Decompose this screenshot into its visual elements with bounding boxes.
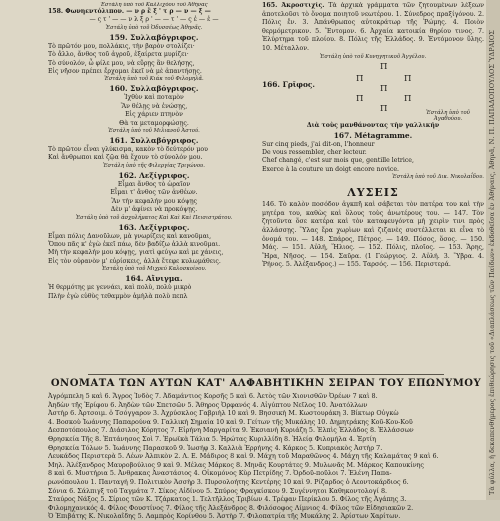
index-line: Ἀστὴρ 6. Ἀρτσοιμ. ὁ Τσόγγαρον 3. Ἀχρύσκλος Γαβριὴλ 10 καὶ 9. Βησσικὴ Μ. Κωστουράκη 3. Βίκτωρ Οὐγκὼ: [48, 409, 399, 418]
left-column: [48, 2, 260, 301]
index-line: Ἀγρόμπελη 5 καὶ 6. Ἄγρος Ἰνδὸς 7. Ἀδαμάντιος Κορσῆς 5 καὶ 6. Ἀετὸς τῶν Χιονισθῶν Ὀρέων 7 καὶ 8.: [48, 392, 378, 400]
verse-line: Εἶμαι ἄνθος τὸ ὡραῖον: [117, 180, 191, 188]
diagram-letter: Π: [380, 61, 388, 72]
divider: [88, 374, 444, 375]
verse-line: Εἰς τὸν οὐρανὸν μ' εὑρίσκεις, ἀλλὰ ἔτεφε κυλωμάθεις.: [48, 257, 221, 265]
rebus-diagram: [262, 60, 484, 122]
puzzle-title-165: 165. Ἀκροστιχίς.: [262, 2, 325, 9]
signature: Ἐστάλη ὑπὸ τοῦ Κυνηγητικοῦ Ἀγγέλου.: [319, 53, 427, 60]
signature: Ἐστάλη ὑπὸ τῆς Φιλεργίας Τριγώνου.: [103, 162, 205, 169]
index-line: Φιλομηχανικός 4. Φίλος Φουστίνος 7. Φίλος τῆς Ἀλεξάνδρος 8. Φιλόσοφος Λίμνιος 4. Φίλος τῶν Εἰδησιακῶν 2.: [48, 503, 414, 512]
french-section-heading: Διὰ τοὺς μανθάνοντας τὴν γαλλικήν: [306, 121, 440, 129]
french-verse-line: De vous ressembler, cher lecteur.: [262, 148, 367, 156]
signature: Ἐστάλη ὑπὸ τοῦ Καλλιχόου τοῦ Ἀθήνας: [100, 2, 208, 8]
index-heading: ΟΝΟΜΑΤΑ ΤΩΝ ΑΥΤΩΝ ΚΑΤ' ΑΛΦΑΒΗΤΙΚΗΝ ΣΕΙΡΑΝ ΤΟΥ ΕΠΩΝΥΜΟΥ: [50, 378, 482, 389]
diagram-letter: Π: [404, 73, 412, 84]
index-line: 4. Βοσκοὺ Ἰωάννης Παπαρούνα 9. Γαλλικὴ Σημαία 10 καὶ 9. Γείτων τῆς Μυκάλης 10. Δημητράκης Κοῦ-Κου-Κοῦ: [48, 417, 413, 426]
solutions-heading: ΛΥΣΕΙΣ: [347, 186, 399, 200]
right-column: [262, 2, 484, 270]
french-verse-line: Exerce à la couture un doigt encore novice.: [262, 165, 399, 173]
verse-line: Τὸ πρῶτόν μου, πολλάκις, τὴν βαρὸν στολίζει·: [48, 42, 195, 50]
puzzle-158: 158. Φωνηεντόλιπον. — ν ρ ἒ ξ ' τ ρ — ν — ξ —: [48, 8, 211, 15]
index-line: Ὁ Ἐπιβάτης Κ. Νικολαΐδης 5. Λαμπρὸς Κορίνθου 5. Ἀστὴρ 7. Φιλοπατρία τῆς Μυκάλης 2. Ἀρίστων Χαρίτων.: [48, 512, 401, 521]
puzzle-title-160: 160. Συλλαβόγριφος.: [109, 84, 199, 94]
verse-line: Τὸ πρῶτον εἶναι γλύκισμα, κακὸν τὸ δεύτερόν μου: [48, 146, 208, 154]
signature: Ἐστάλη ὑπὸ τοῦ Ἀγαθούου.: [426, 109, 470, 122]
signature: Ἐστάλη ὑπὸ τοῦ Κιάκ τοῦ Φιλομηλᾶ.: [104, 76, 204, 83]
verse-line: Ὅπου πᾶς κ' ἐγὼ ἐκεῖ πάω, δὲν βαδίζω ἀλλὰ κινοῦμαι.: [48, 240, 221, 248]
index-line: Ἀηδὼν τῆς Ἑρίφου 6. Ἀηδὼν τῶν Σπετσῶν 5. Ἄθηρος Ὀρφανός 4. Αἰγύπτου Νεῖλος 10. Ἀνατόλλων: [48, 400, 368, 409]
signature: Ἐστάλη ὑπὸ τοῦ Δικ. Νικολαΐδου.: [392, 174, 484, 181]
french-verse-line: Sur cinq pieds, j'ai dit-on, l'honneur: [262, 140, 375, 148]
verse-line: Εἰς χάριεν πτηνὸν: [125, 111, 183, 119]
puzzle-title-166: 166. Γρῖφος.: [262, 79, 316, 89]
verse-line: Θὰ τα μεταμορφώσῃς.: [119, 119, 189, 127]
puzzle-158-line: — ς τ ' — — ν λ ξ ρ ' — — τ ' — ς ἐ — ἐ —: [89, 16, 219, 24]
diagram-letter: Π: [356, 93, 364, 104]
verse-line: Δὲν μ' ἀφίνει νὰ προκόψῃς.: [110, 206, 198, 214]
verse-line: Τὸ σύνολόν, ὦ φίλε μου, νὰ εὕρῃς ἂν θελήσῃς,: [48, 59, 195, 67]
verse-line: Ἰχθὺν καὶ ποταμὸν: [124, 94, 184, 102]
index-line: Μηλ. Ἀλέξανδρος Μαυροβούλιος 9 καὶ 9. Μέλας Μάρκος 8. Μηνᾶς Κουρτάτες 9. Μυλωνᾶς Μ. Μάρκος Καπουκίνης: [48, 460, 425, 469]
index-line: 8 καὶ 6. Μυστήρια 5. Ἀνθρακας Ἀναστάσιος 4. Οἰκομόνος Κὺρ Πετρίδης 7. Ὀρδοῦ-ποῦλοι 7. Ἑλένη Παπα-: [48, 469, 392, 478]
verse-line: Ἡ θερμότης με γεννάει, καὶ πολὺ, πολὺ μικρὸ: [48, 284, 192, 292]
verse-line: Μὴ τὴν κεφαλήν μου κόψῃς, γιατὶ φεύγω καὶ με χάνεις,: [48, 249, 224, 257]
spine-running-text: Τὰ φύλλα, ἡ δεκαπενθήμερος ἐπιθεώρησις τοῦ «Διαπλάσεως τῶν Παίδων» ἐκδοθεῖσα ἐν Ἀθήναις, Ἀθηνᾶ, Ν. Π. ΠΑΠΑΔΟΠΟΥΛΟΣ ὙΔΡΑΙΟΣ: [488, 30, 496, 495]
index-line: Δεσποτόπουλος 7. Διάσιλος Κόρητος 7. Εἰρήνη Μαργαρίτα 9. Ἐκσιανὴ Κυριάζη 5. Ἐλπὶς Ἑλλάδος 8. Ἑλλάσσων: [48, 426, 414, 435]
alphabetical-index: [48, 371, 484, 521]
puzzle-165-body: Τὰ ἀρχικὰ γράμματα τῶν ζητουμένων λέξεων ἀποτελοῦσι τὸ ὄνομα ποιητοῦ νεωτέρου. 1. Σύνεδρος πραξίγόνου. 2. Πόλις ἔν. 3. Ἀπάνθρωπος αὐτοκράτωρ τῆς Ῥώμης. 4. Ποιὸν θερμόμετρικον. 5. Ἔντομον. 6. Ἀρχαία κατοικία θηρίου τινος. 7. Ἑλύρτημα τοῦ πλοίου. 8. Πόλις τῆς Ἑλλάδος. 9. Ἐντόμονον ὕλης. 10. Μέταλλον.: [262, 2, 484, 52]
puzzle-title-164: 164. Αἴνιγμα.: [125, 274, 183, 284]
solutions-text: 146. Τὸ καλὸν ποσόδον ἀγκπῆ καὶ σάβεται τὸν πατέρα του καὶ τὴν μητέρα του, καθὼς καὶ ὅλους τοὺς ἀνωτέρους του. — 147. Τὸν ζητοῦντα ὅσε κατέρα καὶ τὸν καταφευγόντα μὴ χειρὶν τινι πρὸς ἀλλάσσῃς. Ὕλας ἔρα χωρὶων καὶ ζιζανὲς συστέλλεται κι εἶνα τὸ ὀνομά του. — 148. Σπάρος, Πέτρος. — 149. Πόσος, ὅσος. — 150. Μάς. — 151. Αὐλή, Ἥλιος. — 152. Πόλις, πλοῖος. — 153. Ἄρης, Ἥρα, Νῆσος. — 154. Σαῦρα. (1 Γεώργιος. 2. Αὐλή. 3. Ὕβρα. 4. Ῥήνος. 5. Ἀλέξανδρος.) — 155. Ταρσός. — 156. Περιστερά.: [262, 201, 484, 269]
diagram-letter: Π: [356, 73, 364, 84]
puzzle-165: [262, 2, 484, 54]
verse-line: Ἂν τὴν κεφαλήν μου κόψῃς: [111, 197, 197, 205]
diagram-letter: Π: [404, 93, 412, 104]
verse-line: Καὶ ἄνθρωποι καὶ ζῷα θὰ ἔχουν τὸ σύνολόν μου.: [48, 154, 203, 162]
index-line: ρωνόπουλου 1. Πανταγή 9. Πολιτικὸν Ἀσσὴρ 3. Πυρσολοήτης Κεντέρης 10 καὶ 9. Ρίζαρδος ὁ Λεοντοκάρδιος 6.: [48, 477, 409, 486]
verse-line: Πλὴν ἐγὼ εὐθὺς τεθαμμὸν ἀμὴλὰ πολὺ πεπλ: [48, 292, 188, 300]
verse-line: Εἶμαι τ' ἄνθος τῶν ἀνθέων.: [110, 189, 198, 197]
diagram-letter: Π: [380, 103, 388, 114]
page-spine: [486, 0, 500, 500]
diagram-letter: Π: [380, 83, 388, 94]
signature: Ἐστάλη ὑπὸ τοῦ Ὀδυσσέως Ἀθηνᾶς.: [105, 24, 203, 31]
index-line: Σταύρος Νάξος 5. Σίριος τῶν Κ. Τζάρκατος 1. Τελτῆλλος Τριβίων 4. Τρέφαν Περίκλου 5. Φίλος τῆς Ἀγάπης 3.: [48, 495, 407, 504]
verse-line: Εἰς νῆσον πρέπει ἔρχομαι ἐκεῖ νὰ μὲ ἀπαντήσῃς.: [48, 68, 202, 76]
verse-line: Εἶμαι πόλις Δανοῦλων, μὰ γνωρίζεις καὶ κανοῦμαι,: [48, 232, 212, 240]
index-line: Λευκάδος Περιστερὰ 5. Λέων Ἀλπικὸν 2. Λ. Ε. Μάδιρος 8 καὶ 9. Μάχη τοῦ Μαραθῶνος 4. Μάχη τῆς Καλαμάτας 9 καὶ 6.: [48, 452, 439, 461]
puzzle-title-167: 167. Métagramme.: [333, 130, 413, 140]
verse-line: Ἂν θέλῃς νὰ ἑνώσῃς,: [120, 102, 188, 110]
index-line: Θρησκεία Τόλων 5. Ἰωάννης Παρασκοῦ 9. Ἰωσήφ 3. Καλλιὰ Ἐρρήνης 4. Κάρκος 5. Κυπριακὸς Ἀστὴρ 7.: [48, 443, 383, 452]
french-verse-line: Chef changé, c'est sur mois que, gentille letrice,: [262, 157, 414, 165]
puzzle-title-162: 162. Λεξίγριφος.: [118, 170, 190, 180]
puzzle-title-163: 163. Λεξίγριφος.: [118, 222, 190, 232]
signature: Ἐστάλη ὑπὸ τοῦ Μιχρεύ Καλοσκοίνου.: [101, 266, 207, 273]
puzzle-title-161: 161. Συλλαβόγριφος.: [109, 136, 199, 146]
verse-line: Τὸ ἄλλο, ἄνθος τοῦ ἀγροῦ, ἐξαίρετα μυρίζει·: [48, 51, 189, 59]
index-line: Θρησκεία Τῆς 8. Ἑπτάνησος Σοὶ 7. Ἐρωϊκὰ Τάλια 5. Ἡρώτας Κυριλλίδη 8. Ἠλείᾳ Φιλομήλα 4. Ἐρτίη: [48, 434, 377, 443]
signature: Ἐστάλη ὑπὸ τοῦ ἀσχολήματος Καὶ Καὶ Καὶ Πεισιστράτου.: [75, 214, 233, 221]
index-line: Σόνια 6. Σάλπιγξ τοῦ Ταγμάτα 7. Σίκος Αἰδίνου 5. Σπύρος Φραγκίσκου 9. Συγέννητοι Καθηκοντολογί 8.: [48, 486, 388, 495]
signature: Ἐστάλη ὑπὸ τοῦ Μιλιανοῦ Ἀστού.: [108, 128, 200, 135]
puzzle-title-159: 159. Συλλαβόγριφος.: [109, 32, 199, 42]
